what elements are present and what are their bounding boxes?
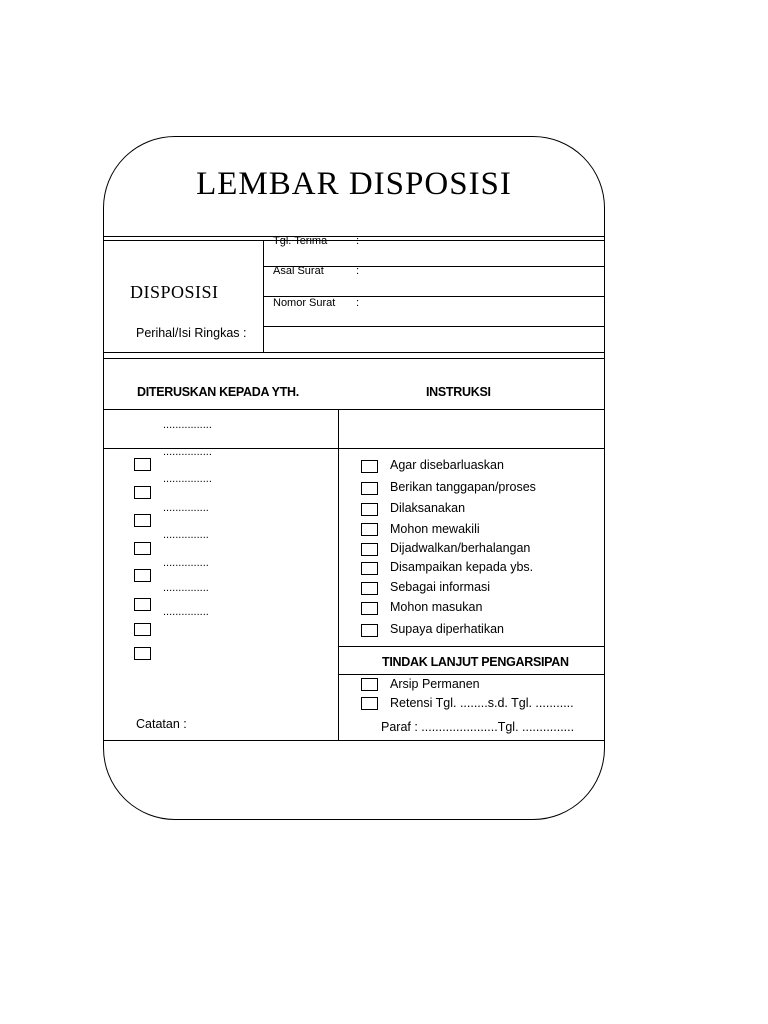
divider: [103, 409, 605, 410]
recipient-checkbox[interactable]: [134, 542, 151, 555]
instruction-checkbox[interactable]: [361, 460, 378, 473]
instruction-label: Sebagai informasi: [390, 580, 491, 594]
instruction-checkbox[interactable]: [361, 543, 378, 556]
recipient-dots: ................: [163, 473, 212, 485]
archive-checkbox[interactable]: [361, 697, 378, 710]
instruction-checkbox[interactable]: [361, 582, 378, 595]
field-nomor-surat-label: Nomor Surat: [273, 297, 336, 309]
divider: [263, 326, 605, 327]
divider: [338, 448, 339, 740]
recipient-checkbox[interactable]: [134, 514, 151, 527]
archive-label: Arsip Permanen: [390, 677, 480, 691]
divider: [103, 352, 605, 353]
instruction-label: Disampaikan kepada ybs.: [390, 560, 534, 574]
field-separator: :: [356, 297, 360, 309]
instruction-label: Supaya diperhatikan: [390, 622, 504, 636]
recipient-dots: ...............: [163, 582, 209, 594]
divider: [338, 674, 605, 675]
archive-header: TINDAK LANJUT PENGARSIPAN: [382, 655, 569, 669]
divider: [338, 409, 339, 449]
instruction-checkbox[interactable]: [361, 482, 378, 495]
field-separator: :: [356, 235, 360, 247]
field-tgl-terima-label: Tgl. Terima: [273, 235, 328, 247]
form-title: LEMBAR DISPOSISI: [196, 166, 512, 202]
divider: [103, 236, 605, 237]
recipient-checkbox[interactable]: [134, 623, 151, 636]
recipient-dots: ...............: [163, 502, 209, 514]
recipient-checkbox[interactable]: [134, 458, 151, 471]
recipients-header: DITERUSKAN KEPADA YTH.: [137, 385, 299, 399]
recipient-checkbox[interactable]: [134, 598, 151, 611]
recipient-dots: ...............: [163, 529, 209, 541]
instruction-label: Berikan tanggapan/proses: [390, 480, 536, 494]
disposisi-label: DISPOSISI: [130, 282, 219, 302]
instructions-header: INSTRUKSI: [426, 385, 491, 399]
recipient-checkbox[interactable]: [134, 647, 151, 660]
recipient-dots: ...............: [163, 557, 209, 569]
divider: [338, 646, 605, 647]
instruction-checkbox[interactable]: [361, 562, 378, 575]
instruction-label: Agar disebarluaskan: [390, 458, 504, 472]
divider: [103, 240, 605, 241]
notes-label: Catatan :: [136, 717, 187, 731]
instruction-checkbox[interactable]: [361, 523, 378, 536]
recipient-dots: ...............: [163, 606, 209, 618]
instruction-label: Dilaksanakan: [390, 501, 466, 515]
recipient-dots: ................: [163, 419, 212, 431]
instruction-label: Mohon mewakili: [390, 522, 480, 536]
instruction-checkbox[interactable]: [361, 503, 378, 516]
perihal-label: Perihal/Isi Ringkas :: [136, 326, 247, 340]
instruction-label: Dijadwalkan/berhalangan: [390, 541, 531, 555]
recipient-dots: ................: [163, 446, 212, 458]
paraf-line: Paraf : ......................Tgl. ...............: [381, 720, 575, 734]
field-separator: :: [356, 265, 360, 277]
archive-label: Retensi Tgl. ........s.d. Tgl. ...........: [390, 696, 574, 710]
divider: [103, 358, 605, 359]
archive-checkbox[interactable]: [361, 678, 378, 691]
instruction-checkbox[interactable]: [361, 602, 378, 615]
field-asal-surat-label: Asal Surat: [273, 265, 324, 277]
divider: [103, 740, 605, 741]
instruction-label: Mohon masukan: [390, 600, 483, 614]
instruction-checkbox[interactable]: [361, 624, 378, 637]
recipient-checkbox[interactable]: [134, 486, 151, 499]
recipient-checkbox[interactable]: [134, 569, 151, 582]
